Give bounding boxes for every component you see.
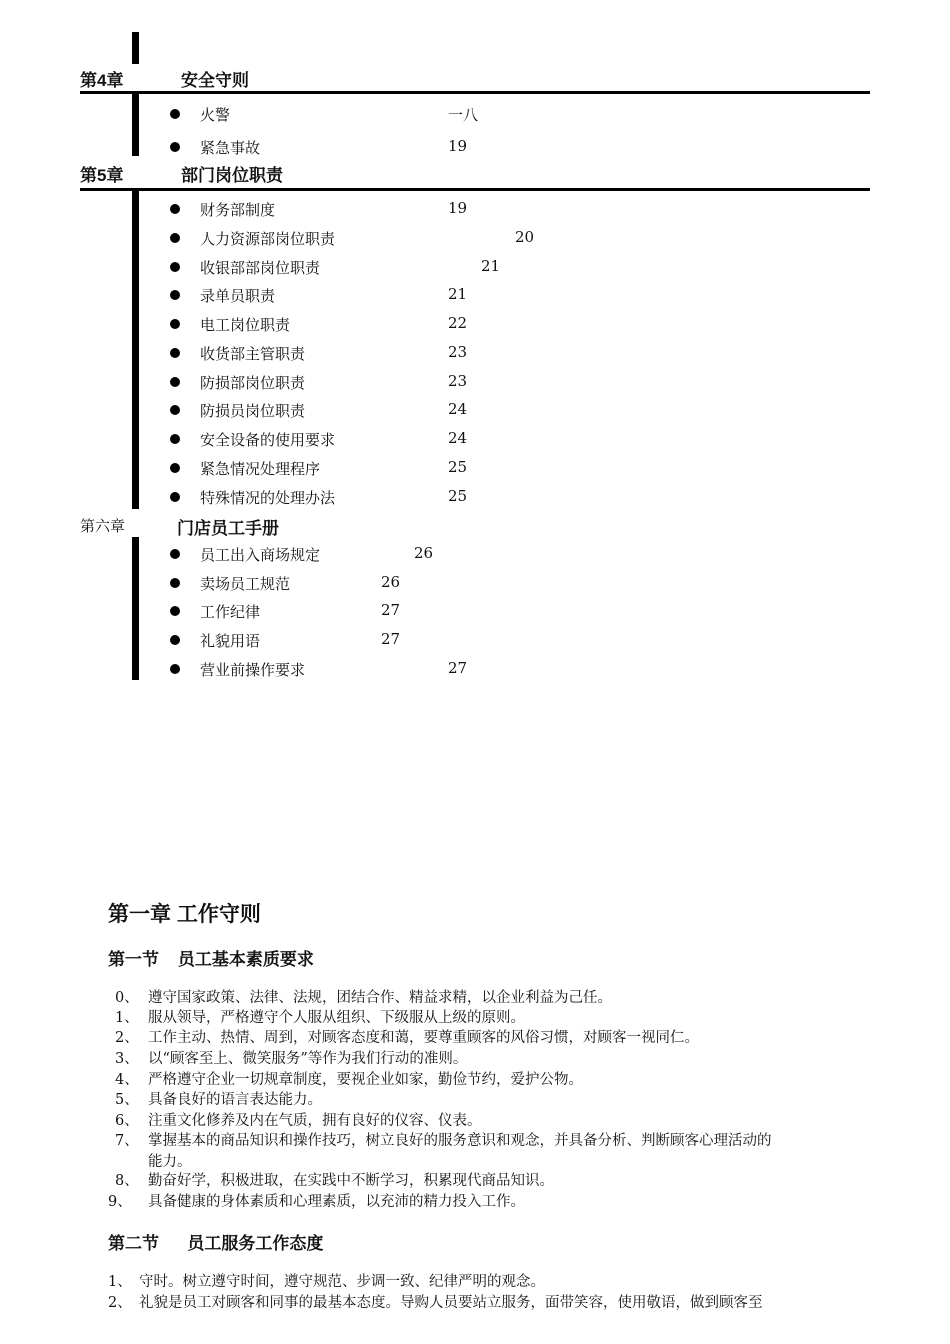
- list-number: 6、: [115, 1113, 139, 1129]
- section1-title: 第一节 员工基本素质要求: [108, 950, 314, 969]
- toc-item-page: 27: [448, 659, 468, 677]
- toc-item-label: 收货部主管职责: [200, 345, 306, 363]
- toc-item-page: 21: [481, 257, 501, 275]
- ch6-title: 门店员工手册: [177, 519, 279, 538]
- bullet-icon: [170, 606, 180, 616]
- toc-item-label: 卖场员工规范: [200, 575, 291, 593]
- bullet-icon: [170, 262, 180, 272]
- bullet-icon: [170, 204, 180, 214]
- toc-item-page: 21: [448, 285, 468, 303]
- list-item: 掌握基本的商品知识和操作技巧，树立良好的服务意识和观念，并具备分析、判断顾客心理活动的: [148, 1133, 772, 1149]
- list-number: 0、: [115, 990, 139, 1006]
- ch4-number: 第4章: [80, 71, 124, 90]
- toc-item-page: 26: [414, 544, 434, 562]
- list-item: 守时。树立遵守时间，遵守规范、步调一致、纪律严明的观念。: [139, 1274, 545, 1290]
- toc-item-label: 员工出入商场规定: [200, 546, 321, 564]
- bullet-icon: [170, 492, 180, 502]
- toc-item-label: 财务部制度: [200, 201, 276, 219]
- toc-item-page: 27: [381, 601, 401, 619]
- toc-item-label: 防损员岗位职责: [200, 402, 306, 420]
- toc-bar-ch5: [132, 191, 139, 509]
- list-number: 9、: [108, 1194, 132, 1210]
- ch4-rule: [80, 91, 870, 94]
- list-number: 8、: [115, 1173, 139, 1189]
- list-item: 具备健康的身体素质和心理素质，以充沛的精力投入工作。: [148, 1194, 525, 1210]
- bullet-icon: [170, 463, 180, 473]
- toc-item-page: 23: [448, 372, 468, 390]
- bullet-icon: [170, 319, 180, 329]
- bullet-icon: [170, 233, 180, 243]
- list-item: 遵守国家政策、法律、法规，团结合作、精益求精，以企业利益为己任。: [148, 990, 612, 1006]
- bullet-icon: [170, 434, 180, 444]
- toc-item-page: 19: [448, 199, 468, 217]
- bullet-icon: [170, 290, 180, 300]
- list-number: 1、: [108, 1274, 132, 1290]
- toc-item-label: 防损部岗位职责: [200, 374, 306, 392]
- ch5-rule: [80, 188, 870, 191]
- toc-item-page: 19: [448, 137, 468, 155]
- toc-item-page: 25: [448, 458, 468, 476]
- list-item: 礼貌是员工对顾客和同事的最基本态度。导购人员要站立服务，面带笑容，使用敬语，做到顾客至: [139, 1295, 763, 1311]
- toc-item-page: 24: [448, 400, 468, 418]
- toc-item-page: 一八: [448, 106, 479, 124]
- bullet-icon: [170, 578, 180, 588]
- toc-item-page: 20: [515, 228, 535, 246]
- list-number: 2、: [115, 1030, 139, 1046]
- bullet-icon: [170, 142, 180, 152]
- list-number: 7、: [115, 1133, 139, 1149]
- toc-bar-ch6: [132, 537, 139, 680]
- bullet-icon: [170, 635, 180, 645]
- list-item: 以“顾客至上、微笑服务”等作为我们行动的准则。: [148, 1051, 468, 1067]
- toc-item-label: 火警: [200, 106, 231, 124]
- list-item: 服从领导，严格遵守个人服从组织、下级服从上级的原则。: [148, 1010, 525, 1026]
- list-item-continuation: 能力。: [148, 1154, 192, 1170]
- bullet-icon: [170, 549, 180, 559]
- toc-bar-top: [132, 32, 139, 64]
- bullet-icon: [170, 109, 180, 119]
- toc-bar-ch4: [132, 94, 139, 156]
- toc-item-label: 特殊情况的处理办法: [200, 489, 336, 507]
- toc-item-label: 录单员职责: [200, 287, 276, 305]
- list-item: 工作主动、热情、周到，对顾客态度和蔼，要尊重顾客的风俗习惯，对顾客一视同仁。: [148, 1030, 699, 1046]
- ch5-title: 部门岗位职责: [181, 166, 283, 185]
- list-number: 4、: [115, 1072, 139, 1088]
- ch5-number: 第5章: [80, 166, 124, 185]
- toc-item-label: 电工岗位职责: [200, 316, 291, 334]
- list-item: 严格遵守企业一切规章制度，要视企业如家，勤俭节约，爱护公物。: [148, 1072, 583, 1088]
- bullet-icon: [170, 405, 180, 415]
- bullet-icon: [170, 348, 180, 358]
- list-number: 1、: [115, 1010, 139, 1026]
- list-number: 3、: [115, 1051, 139, 1067]
- toc-item-page: 26: [381, 573, 401, 591]
- toc-item-label: 紧急情况处理程序: [200, 460, 321, 478]
- toc-item-page: 22: [448, 314, 468, 332]
- list-item: 注重文化修养及内在气质，拥有良好的仪容、仪表。: [148, 1113, 482, 1129]
- toc-item-page: 27: [381, 630, 401, 648]
- toc-item-label: 收银部部岗位职责: [200, 259, 321, 277]
- toc-item-label: 工作纪律: [200, 603, 261, 621]
- list-item: 勤奋好学，积极进取，在实践中不断学习，积累现代商品知识。: [148, 1173, 554, 1189]
- chapter-title: 第一章 工作守则: [108, 903, 261, 926]
- toc-item-label: 礼貌用语: [200, 632, 261, 650]
- section2-title: 第二节 员工服务工作态度: [108, 1234, 324, 1253]
- toc-item-page: 24: [448, 429, 468, 447]
- ch6-number: 第六章: [80, 517, 126, 535]
- bullet-icon: [170, 664, 180, 674]
- list-number: 2、: [108, 1295, 132, 1311]
- toc-item-label: 人力资源部岗位职责: [200, 230, 336, 248]
- toc-item-page: 25: [448, 487, 468, 505]
- toc-item-label: 紧急事故: [200, 139, 261, 157]
- toc-item-label: 营业前操作要求: [200, 661, 306, 679]
- list-item: 具备良好的语言表达能力。: [148, 1092, 322, 1108]
- ch4-title: 安全守则: [181, 71, 249, 90]
- list-number: 5、: [115, 1092, 139, 1108]
- bullet-icon: [170, 377, 180, 387]
- toc-item-page: 23: [448, 343, 468, 361]
- toc-item-label: 安全设备的使用要求: [200, 431, 336, 449]
